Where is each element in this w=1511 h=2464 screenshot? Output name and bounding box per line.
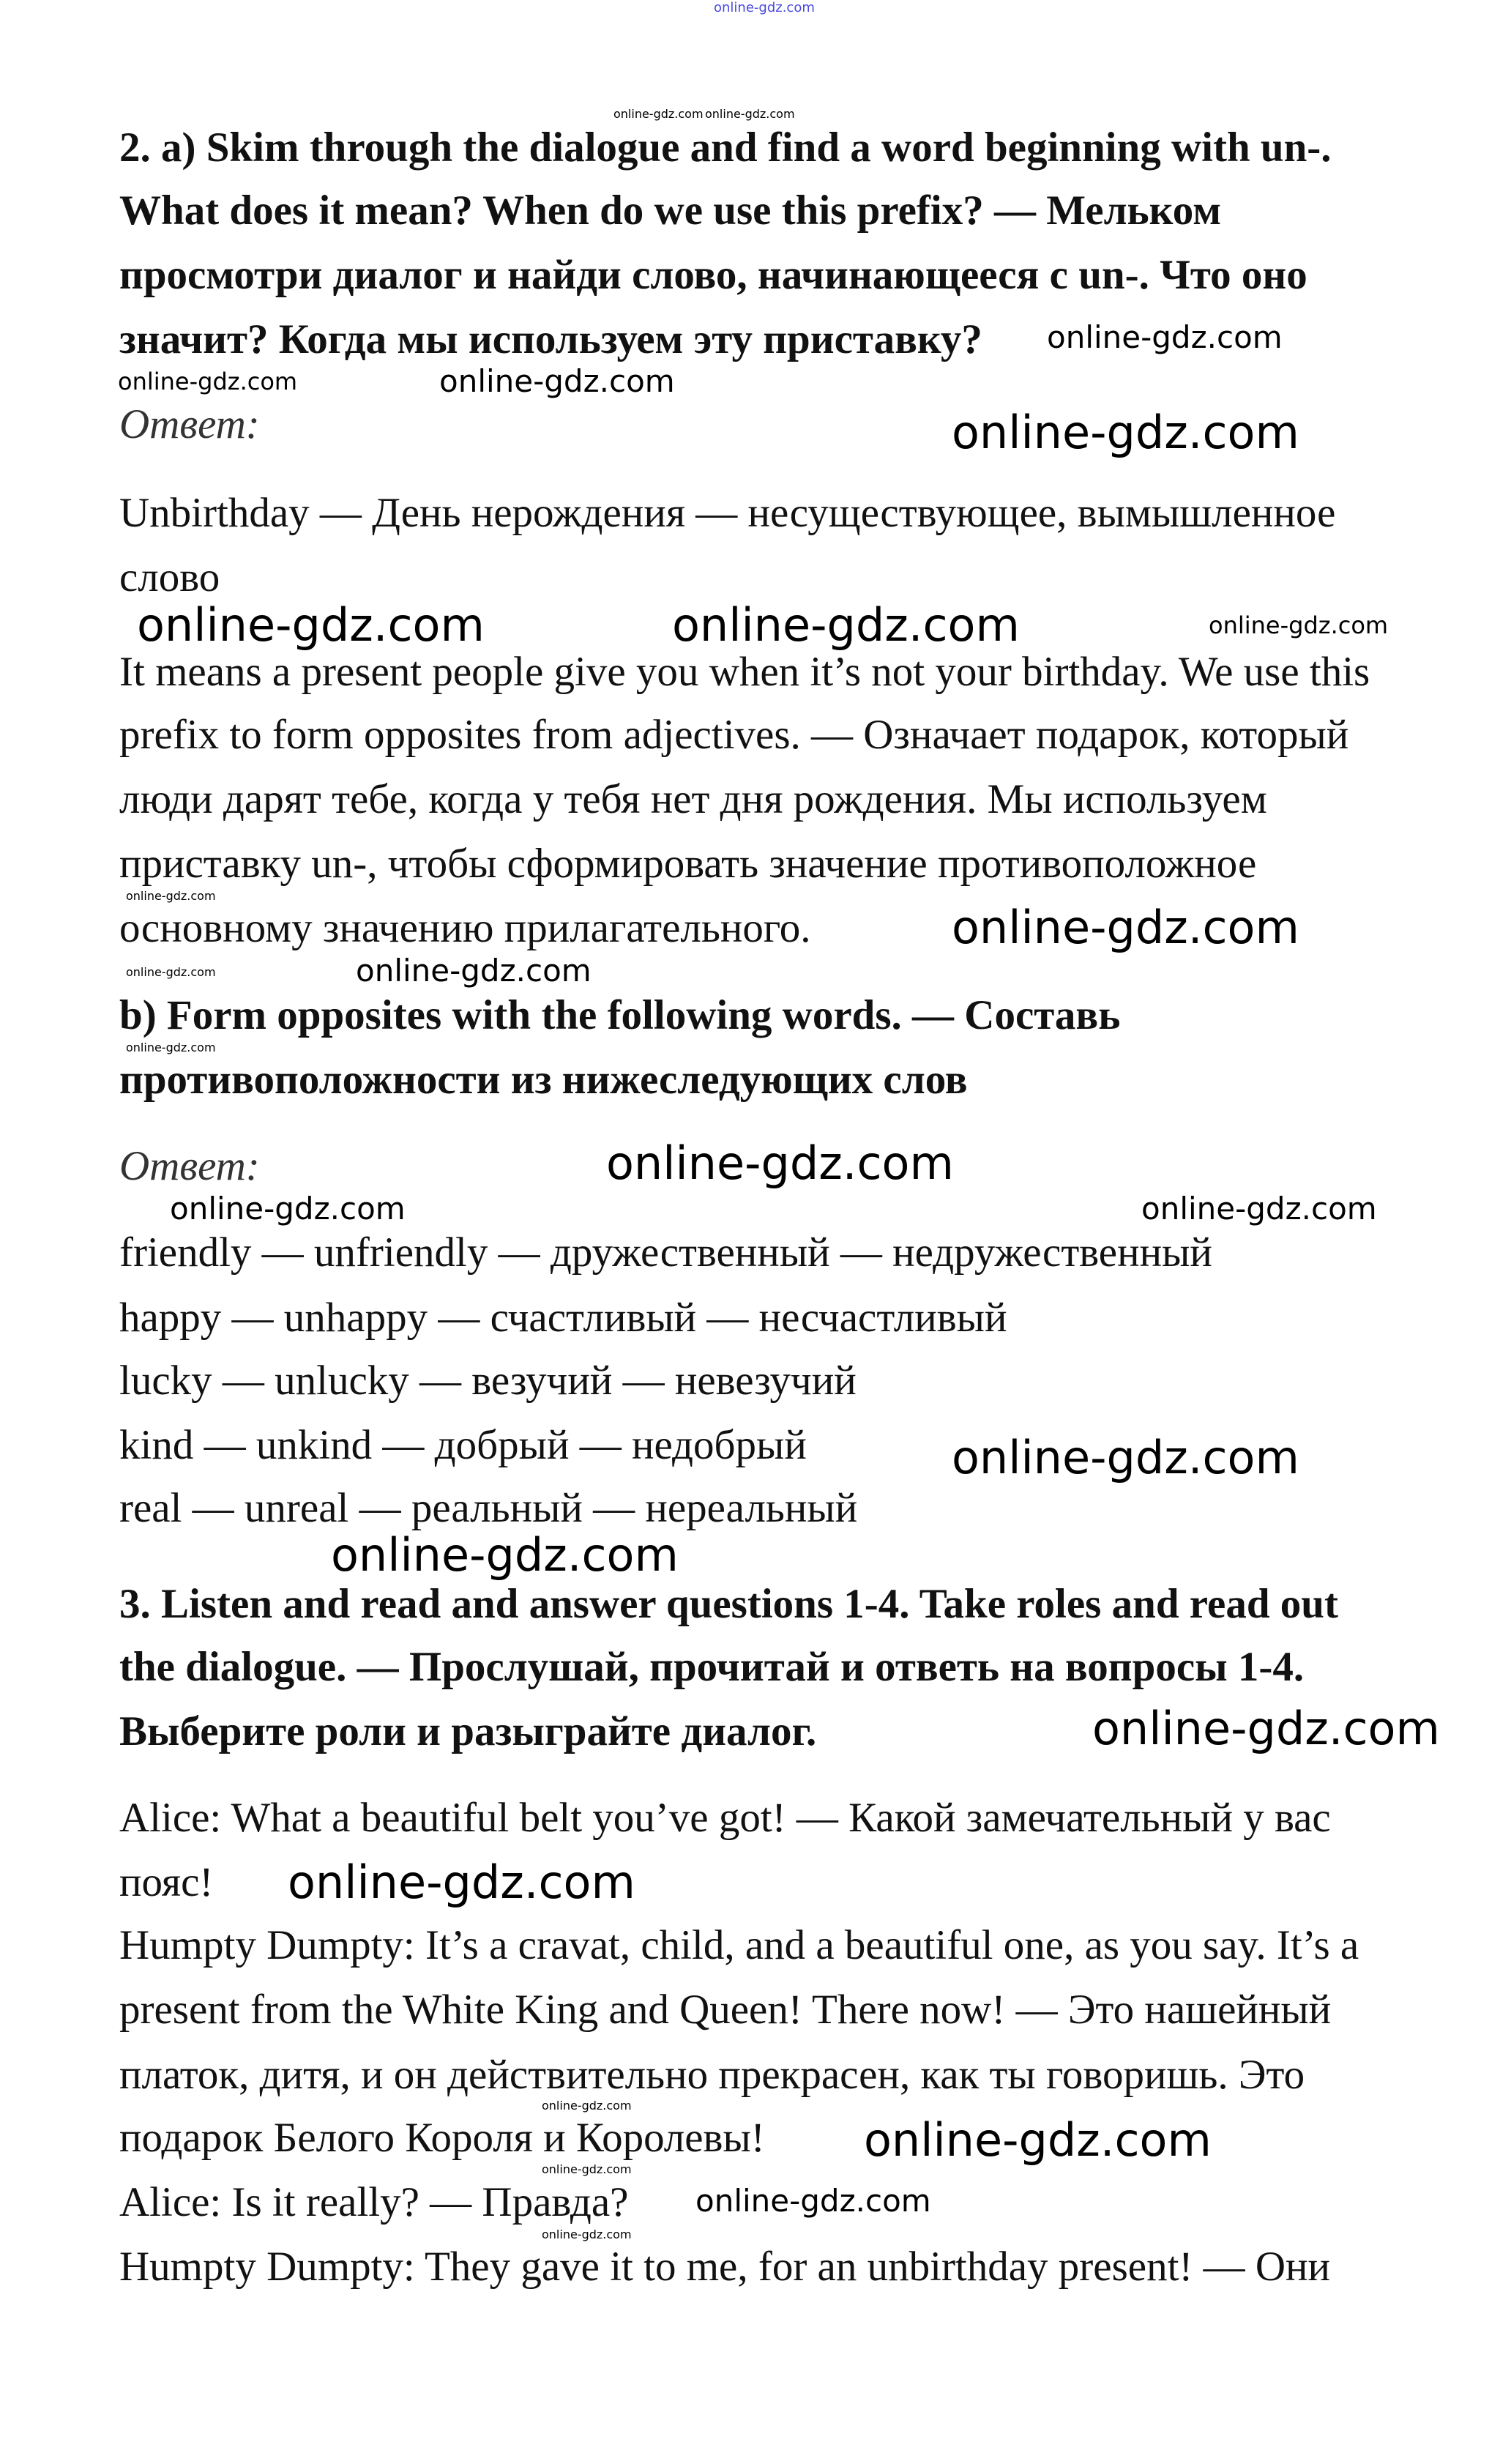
answer-line: It means a present people give you when it’s not your birthday. We use this [119,649,1370,695]
answer-line: Unbirthday — День нерождения — несуществующее, вымышленное [119,490,1336,536]
watermark: online-gdz.com [170,1191,406,1227]
dialogue-line: пояс! [119,1859,214,1905]
dialogue-line: Humpty Dumpty: It’s a cravat, child, and a beautiful one, as you say. It’s a [119,1922,1359,1968]
watermark: online-gdz.com [952,1431,1299,1484]
opposite-pair: happy — unhappy — счастливый — несчастливый [119,1295,1007,1341]
watermark: online-gdz.com [288,1856,635,1909]
answer-line: приставку un-, чтобы сформировать значение противоположное [119,841,1257,887]
watermark: online-gdz.com [864,2113,1212,2167]
task3-heading: Выберите роли и разыграйте диалог. [119,1708,817,1754]
watermark: online-gdz.com [695,2183,931,2219]
answer-label: Ответ: [119,401,260,447]
watermark: online-gdz.com [1141,1191,1377,1227]
dialogue-line: подарок Белого Короля и Королевы! [119,2115,765,2161]
task2-heading: значит? Когда мы используем эту приставку? [119,316,982,362]
task2-heading: 2. a) Skim through the dialogue and find a word beginning with un-. [119,124,1332,171]
answer-line: prefix to form opposites from adjectives. — Означает подарок, который [119,712,1349,758]
dialogue-line: Alice: Is it really? — Правда? [119,2179,629,2225]
watermark: online-gdz.com [542,2227,632,2241]
watermark: online-gdz.com [952,901,1299,954]
watermark: online-gdz.com [672,598,1020,652]
dialogue-line: Alice: What a beautiful belt you’ve got! — Какой замечательный у вас [119,1795,1331,1841]
opposite-pair: kind — unkind — добрый — недобрый [119,1422,807,1468]
answer-line: основному значению прилагательного. [119,905,811,951]
watermark: online-gdz.com [542,2099,632,2113]
watermark: online-gdz.com [952,406,1299,459]
dialogue-line: present from the White King and Queen! There now! — Это нашейный [119,1987,1332,2033]
watermark: online-gdz.com [439,363,675,399]
answer-label: Ответ: [119,1143,260,1189]
watermark: online-gdz.com [1047,319,1283,355]
watermark: online-gdz.com [1092,1702,1440,1755]
watermark: online-gdz.com [126,1041,216,1054]
watermark: online-gdz.com [118,368,298,395]
opposite-pair: lucky — unlucky — везучий — невезучий [119,1358,857,1404]
task2-heading: What does it mean? When do we use this prefix? — Мельком [119,187,1222,234]
watermark: online-gdz.com [1209,611,1389,639]
task2-heading: просмотри диалог и найди слово, начинающееся с un-. Что оно [119,252,1307,298]
watermark: online-gdz.com [126,889,216,903]
watermark: online-gdz.com [331,1528,679,1582]
watermark: online-gdz.com [126,965,216,979]
answer-line: слово [119,554,220,600]
watermark: online-gdz.com [606,1136,954,1190]
watermark: online-gdz.com [137,598,485,652]
task2b-heading: b) Form opposites with the following words. — Составь [119,992,1121,1038]
task3-heading: the dialogue. — Прослушай, прочитай и ответь на вопросы 1-4. [119,1644,1305,1690]
dialogue-line: платок, дитя, и он действительно прекрасен, как ты говоришь. Это [119,2052,1305,2098]
answer-line: люди дарят тебе, когда у тебя нет дня рождения. Мы используем [119,776,1267,822]
opposite-pair: friendly — unfriendly — дружественный — недружественный [119,1229,1212,1276]
task2b-heading: противоположности из нижеследующих слов [119,1057,968,1103]
watermark: online-gdz.com [705,107,795,121]
watermark: online-gdz.com [613,107,704,121]
watermark: online-gdz.com [714,0,815,15]
task3-heading: 3. Listen and read and answer questions 1-4. Take roles and read out [119,1581,1338,1627]
dialogue-line: Humpty Dumpty: They gave it to me, for an unbirthday present! — Они [119,2244,1331,2290]
opposite-pair: real — unreal — реальный — нереальный [119,1485,858,1531]
watermark: online-gdz.com [356,953,592,989]
watermark: online-gdz.com [542,2162,632,2176]
